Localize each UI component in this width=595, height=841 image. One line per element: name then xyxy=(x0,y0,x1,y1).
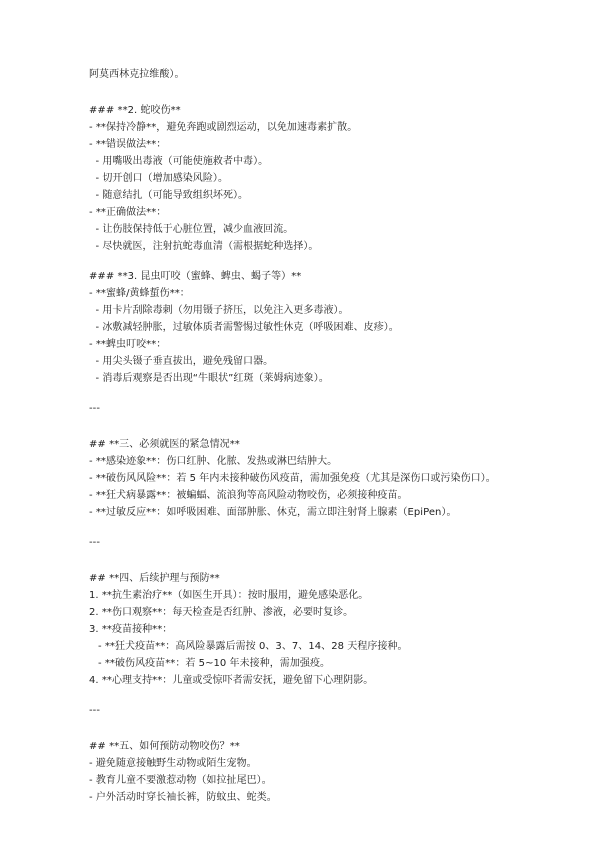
sub-bullet-line: - 切开创口（增加感染风险）。 xyxy=(89,173,228,184)
bullet-line: - 教育儿童不要激惹动物（如拉扯尾巴）。 xyxy=(89,775,272,786)
bullet-line: - **过敏反应**：如呼吸困难、面部肿胀、休克，需立即注射肾上腺素（EpiPen）。 xyxy=(89,507,457,518)
bullet-line: - **感染迹象**：伤口红肿、化脓、发热或淋巴结肿大。 xyxy=(89,456,338,467)
section-heading: ### **2. 蛇咬伤** xyxy=(89,105,181,116)
sub-bullet-line: - **狂犬疫苗**：高风险暴露后需按 0、3、7、14、28 天程序接种。 xyxy=(98,641,408,652)
horizontal-rule: --- xyxy=(89,705,100,716)
numbered-item: 4. **心理支持**：儿童或受惊吓者需安抚，避免留下心理阴影。 xyxy=(89,675,374,686)
sub-bullet-line: - 尽快就医，注射抗蛇毒血清（需根据蛇种选择）。 xyxy=(89,241,319,252)
numbered-item: 1. **抗生素治疗**（如医生开具）：按时服用，避免感染恶化。 xyxy=(89,590,369,601)
bullet-line: - **错误做法**： xyxy=(89,139,167,150)
sub-bullet-line: - 消毒后观察是否出现“牛眼状”红斑（莱姆病迹象）。 xyxy=(89,373,329,384)
sub-bullet-line: - 冰敷减轻肿胀，过敏体质者需警惕过敏性休克（呼吸困难、皮疹）。 xyxy=(89,322,399,333)
horizontal-rule: --- xyxy=(89,403,100,414)
sub-bullet-line: - **破伤风疫苗**：若 5~10 年未接种，需加强疫。 xyxy=(98,658,331,669)
numbered-item: 3. **疫苗接种**： xyxy=(89,624,173,635)
bullet-line: - **蜜蜂/黄蜂蜇伤**： xyxy=(89,288,190,299)
sub-bullet-line: - 用尖头镊子垂直拔出，避免残留口器。 xyxy=(89,356,274,367)
numbered-item: 2. **伤口观察**：每天检查是否红肿、渗液，必要时复诊。 xyxy=(89,607,354,618)
section-heading: ## **四、后续护理与预防** xyxy=(89,573,220,584)
section-heading: ### **3. 昆虫叮咬（蜜蜂、蜱虫、蝎子等）** xyxy=(89,271,302,282)
sub-bullet-line: - 让伤肢保持低于心脏位置，减少血液回流。 xyxy=(89,224,294,235)
bullet-line: - **保持冷静**，避免奔跑或剧烈运动，以免加速毒素扩散。 xyxy=(89,122,358,133)
section-heading: ## **五、如何预防动物咬伤？** xyxy=(89,741,240,752)
bullet-line: - 户外活动时穿长袖长裤，防蚊虫、蛇类。 xyxy=(89,792,277,803)
text-line: 阿莫西林克拉维酸）。 xyxy=(89,69,185,80)
section-heading: ## **三、必须就医的紧急情况** xyxy=(89,439,240,450)
sub-bullet-line: - 用卡片刮除毒刺（勿用镊子挤压，以免注入更多毒液）。 xyxy=(89,305,349,316)
horizontal-rule: --- xyxy=(89,537,100,548)
bullet-line: - 避免随意接触野生动物或陌生宠物。 xyxy=(89,758,257,769)
bullet-line: - **正确做法**： xyxy=(89,207,167,218)
bullet-line: - **破伤风风险**：若 5 年内未接种破伤风疫苗，需加强免疫（尤其是深伤口或污染伤口）。 xyxy=(89,473,496,484)
bullet-line: - **蜱虫叮咬**： xyxy=(89,339,167,350)
bullet-line: - **狂犬病暴露**：被蝙蝠、流浪狗等高风险动物咬伤，必须接种疫苗。 xyxy=(89,490,408,501)
sub-bullet-line: - 用嘴吸出毒液（可能使施救者中毒）。 xyxy=(89,156,269,167)
sub-bullet-line: - 随意结扎（可能导致组织坏死）。 xyxy=(89,190,249,201)
